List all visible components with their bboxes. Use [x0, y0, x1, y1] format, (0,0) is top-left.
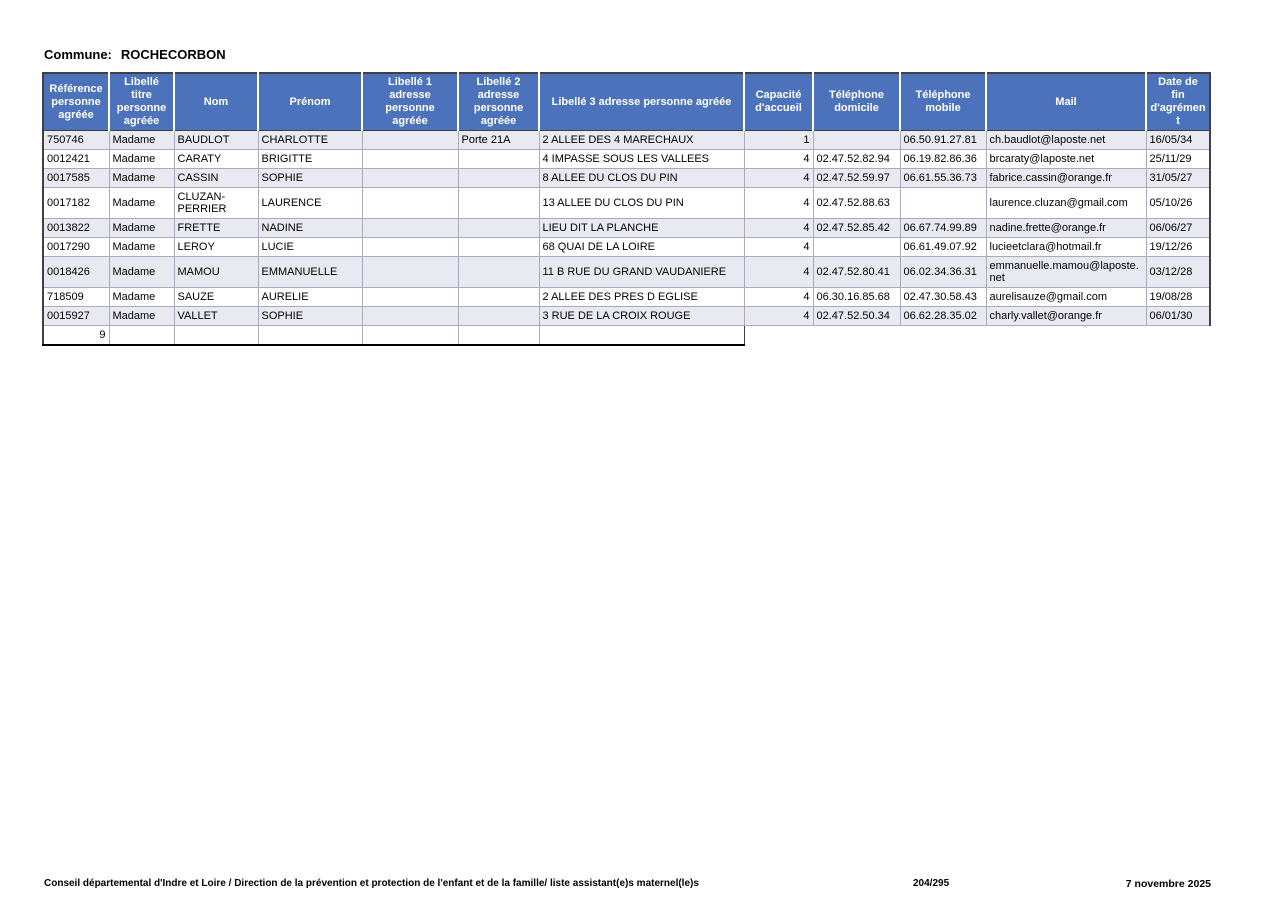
- table-cell: Madame: [109, 169, 174, 188]
- table-cell: Madame: [109, 150, 174, 169]
- table-cell: 4: [744, 288, 813, 307]
- table-cell: Madame: [109, 288, 174, 307]
- table-cell: 06.50.91.27.81: [900, 131, 986, 150]
- table-cell: 05/10/26: [1146, 188, 1210, 219]
- table-cell: [458, 288, 539, 307]
- column-header: Nom: [174, 73, 258, 131]
- table-cell: [362, 150, 458, 169]
- filler-cell: [744, 326, 813, 346]
- table-cell: EMMANUELLE: [258, 257, 362, 288]
- table-cell: SOPHIE: [258, 169, 362, 188]
- column-header: Libellé titre personne agréée: [109, 73, 174, 131]
- table-cell: Madame: [109, 307, 174, 326]
- table-cell: [362, 219, 458, 238]
- table-cell: 19/08/28: [1146, 288, 1210, 307]
- column-header: Mail: [986, 73, 1146, 131]
- table-cell: 0012421: [43, 150, 109, 169]
- total-empty-cell: [258, 326, 362, 346]
- table-cell: 2 ALLEE DES 4 MARECHAUX: [539, 131, 744, 150]
- table-row: [43, 219, 1210, 238]
- table-cell: 0017585: [43, 169, 109, 188]
- table-cell: [362, 169, 458, 188]
- column-header: Date de fin d'agrément: [1146, 73, 1210, 131]
- table-row: [43, 188, 1210, 219]
- table-cell: [900, 188, 986, 219]
- table-cell: MAMOU: [174, 257, 258, 288]
- table-cell: 02.47.30.58.43: [900, 288, 986, 307]
- table-cell: Madame: [109, 238, 174, 257]
- table-cell: 68 QUAI DE LA LOIRE: [539, 238, 744, 257]
- table-cell: [362, 307, 458, 326]
- table-cell: 4: [744, 150, 813, 169]
- table-cell: emmanuelle.mamou@laposte.net: [986, 257, 1146, 288]
- table-cell: LIEU DIT LA PLANCHE: [539, 219, 744, 238]
- table-cell: [362, 257, 458, 288]
- column-header: Référence personne agréée: [43, 73, 109, 131]
- table-row: [43, 131, 1210, 150]
- table-cell: CARATY: [174, 150, 258, 169]
- total-count: 9: [43, 326, 109, 346]
- table-cell: 19/12/26: [1146, 238, 1210, 257]
- table-cell: aurelisauze@gmail.com: [986, 288, 1146, 307]
- table-cell: 06.30.16.85.68: [813, 288, 900, 307]
- filler-cell: [813, 326, 900, 346]
- footer-page-number: 204/295: [913, 878, 950, 889]
- table-cell: 02.47.52.82.94: [813, 150, 900, 169]
- table-cell: fabrice.cassin@orange.fr: [986, 169, 1146, 188]
- table-cell: SOPHIE: [258, 307, 362, 326]
- table-cell: 0018426: [43, 257, 109, 288]
- table-cell: [458, 238, 539, 257]
- table-cell: LUCIE: [258, 238, 362, 257]
- table-cell: 31/05/27: [1146, 169, 1210, 188]
- filler-cell: [1146, 326, 1210, 346]
- table-cell: 02.47.52.59.97: [813, 169, 900, 188]
- table-cell: Madame: [109, 219, 174, 238]
- table-row: [43, 150, 1210, 169]
- table-cell: 2 ALLEE DES PRES D EGLISE: [539, 288, 744, 307]
- table-cell: [458, 169, 539, 188]
- filler-cell: [900, 326, 986, 346]
- table-cell: 02.47.52.80.41: [813, 257, 900, 288]
- table-cell: 0015927: [43, 307, 109, 326]
- table-cell: 4: [744, 188, 813, 219]
- table-cell: [458, 257, 539, 288]
- table-cell: nadine.frette@orange.fr: [986, 219, 1146, 238]
- column-header: Libellé 1 adresse personne agréée: [362, 73, 458, 131]
- table-cell: 4: [744, 169, 813, 188]
- table-cell: lucieetclara@hotmail.fr: [986, 238, 1146, 257]
- table-cell: 25/11/29: [1146, 150, 1210, 169]
- approved-persons-table: [42, 72, 1211, 346]
- table-cell: Madame: [109, 257, 174, 288]
- commune-label: Commune:: [44, 47, 112, 62]
- table-cell: 06.61.49.07.92: [900, 238, 986, 257]
- table-cell: CASSIN: [174, 169, 258, 188]
- header-row: [43, 73, 1210, 131]
- table-cell: Madame: [109, 131, 174, 150]
- total-empty-cell: [458, 326, 539, 346]
- filler-cell: [986, 326, 1146, 346]
- table-cell: CLUZAN-PERRIER: [174, 188, 258, 219]
- table-cell: 06/06/27: [1146, 219, 1210, 238]
- footer-department-text: Conseil départemental d'Indre et Loire / Direction de la prévention et protection de l'enfant et de la famille/ liste assistant(e)s maternel(le)s: [44, 878, 699, 889]
- table-cell: BRIGITTE: [258, 150, 362, 169]
- table-cell: 3 RUE DE LA CROIX ROUGE: [539, 307, 744, 326]
- table-cell: 718509: [43, 288, 109, 307]
- table-cell: 750746: [43, 131, 109, 150]
- table-row: [43, 238, 1210, 257]
- table-cell: 13 ALLEE DU CLOS DU PIN: [539, 188, 744, 219]
- table-cell: 1: [744, 131, 813, 150]
- table-cell: CHARLOTTE: [258, 131, 362, 150]
- table-cell: 8 ALLEE DU CLOS DU PIN: [539, 169, 744, 188]
- table-cell: 4: [744, 307, 813, 326]
- table-cell: 4: [744, 238, 813, 257]
- table-row: [43, 257, 1210, 288]
- table-row: [43, 288, 1210, 307]
- table-cell: 0013822: [43, 219, 109, 238]
- table-cell: ch.baudlot@laposte.net: [986, 131, 1146, 150]
- table-cell: SAUZE: [174, 288, 258, 307]
- table-cell: 4: [744, 219, 813, 238]
- table-cell: [813, 238, 900, 257]
- table-cell: [362, 131, 458, 150]
- table-cell: LEROY: [174, 238, 258, 257]
- column-header: Libellé 3 adresse personne agréée: [539, 73, 744, 131]
- table-cell: LAURENCE: [258, 188, 362, 219]
- column-header: Libellé 2 adresse personne agréée: [458, 73, 539, 131]
- table-cell: 02.47.52.88.63: [813, 188, 900, 219]
- table-cell: 02.47.52.85.42: [813, 219, 900, 238]
- table-cell: FRETTE: [174, 219, 258, 238]
- table-cell: [458, 307, 539, 326]
- column-header: Téléphone domicile: [813, 73, 900, 131]
- total-empty-cell: [109, 326, 174, 346]
- footer-date: 7 novembre 2025: [1125, 878, 1211, 890]
- table-cell: 4 IMPASSE SOUS LES VALLEES: [539, 150, 744, 169]
- table-cell: [813, 131, 900, 150]
- table-cell: VALLET: [174, 307, 258, 326]
- table-cell: NADINE: [258, 219, 362, 238]
- column-header: Prénom: [258, 73, 362, 131]
- table-cell: 16/05/34: [1146, 131, 1210, 150]
- table-cell: AURELIE: [258, 288, 362, 307]
- table-cell: 4: [744, 257, 813, 288]
- page-title: [44, 47, 226, 62]
- total-empty-cell: [174, 326, 258, 346]
- total-row: [43, 326, 1210, 346]
- table-cell: 0017182: [43, 188, 109, 219]
- table-cell: 06.67.74.99.89: [900, 219, 986, 238]
- table-cell: [458, 188, 539, 219]
- table-cell: 02.47.52.50.34: [813, 307, 900, 326]
- table-cell: 06/01/30: [1146, 307, 1210, 326]
- table-cell: 03/12/28: [1146, 257, 1210, 288]
- column-header: Capacité d'accueil: [744, 73, 813, 131]
- table-cell: Madame: [109, 188, 174, 219]
- total-empty-cell: [539, 326, 744, 346]
- total-empty-cell: [362, 326, 458, 346]
- table-cell: [362, 188, 458, 219]
- table-cell: 06.19.82.86.36: [900, 150, 986, 169]
- column-header: Téléphone mobile: [900, 73, 986, 131]
- table-cell: [362, 238, 458, 257]
- table-cell: Porte 21A: [458, 131, 539, 150]
- table-cell: brcaraty@laposte.net: [986, 150, 1146, 169]
- table-row: [43, 307, 1210, 326]
- table-cell: 06.62.28.35.02: [900, 307, 986, 326]
- table-cell: BAUDLOT: [174, 131, 258, 150]
- table-cell: [362, 288, 458, 307]
- table-cell: 11 B RUE DU GRAND VAUDANIERE: [539, 257, 744, 288]
- table-cell: 06.61.55.36.73: [900, 169, 986, 188]
- table-header: [43, 73, 1210, 131]
- table-cell: 0017290: [43, 238, 109, 257]
- table-cell: [458, 150, 539, 169]
- table-row: [43, 169, 1210, 188]
- table-cell: charly.vallet@orange.fr: [986, 307, 1146, 326]
- table-cell: laurence.cluzan@gmail.com: [986, 188, 1146, 219]
- table-body: [43, 131, 1210, 346]
- commune-value: ROCHECORBON: [120, 47, 226, 62]
- table-cell: [458, 219, 539, 238]
- table-cell: 06.02.34.36.31: [900, 257, 986, 288]
